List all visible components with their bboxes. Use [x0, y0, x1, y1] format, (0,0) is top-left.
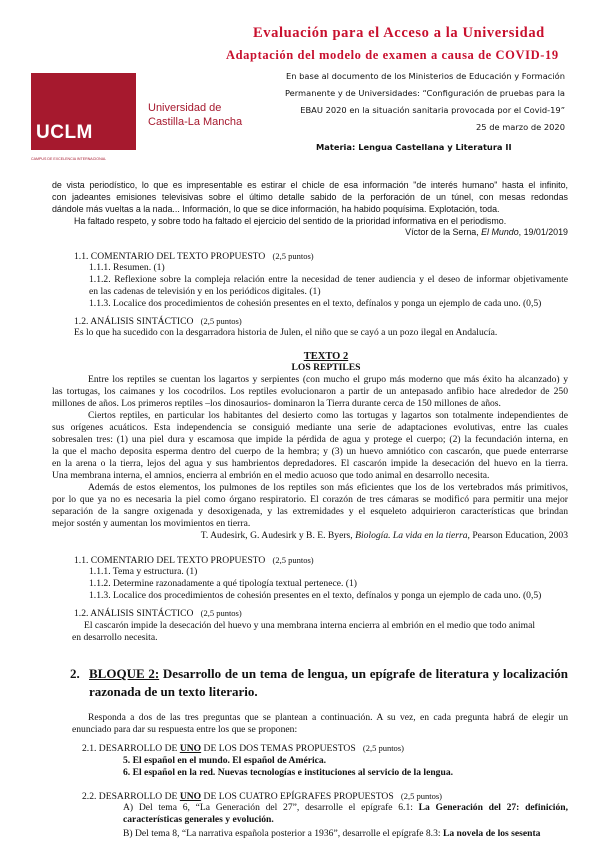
subquestion: 1.1.3. Localice dos procedimientos de cohesión presentes en el texto, defínalos y ponga un ejemplo de cada uno. (0,5) — [89, 298, 542, 309]
q-uno: UNO — [179, 743, 202, 754]
q-pre: 2.1. DESARROLLO DE — [82, 743, 180, 754]
text-line: Ha faltado respeto, y sobre todo ha faltado el ejercicio del sentido de la prioridad informativa en el periodismo. — [74, 216, 507, 226]
subject: Materia: Lengua Castellana y Literatura II — [316, 142, 512, 152]
text-line: en la arena o la tierra, lejos del agua y sus hambrientos depredadores. El cascarón impide la desecación del huevo en la tierra. — [52, 458, 568, 469]
option-epigraph: La novela de los sesenta — [442, 828, 541, 839]
basis-line: EBAU 2020 en la situación sanitaria provocada por el Covid-19” — [300, 105, 565, 115]
text-line: las tortugas, los caimanes y los cocodrilos. Los reptiles evolucionaron a partir de un antepasado anfibio hace alrededor de 250 — [52, 386, 568, 397]
syntax-sentence: El cascarón impide la desecación del huevo y una membrana interna encierra al embrión en el medio que todo animal — [84, 620, 535, 631]
text-line: de vista periodístico, lo que es impresentable es estirar el chicle de esa información "de interés humano" hasta el infinito, — [52, 180, 568, 190]
text-line: sobresalen tres: (1) una piel dura y escamosa que impide la pérdida de agua y protege el cuerpo; (2) la fecundación interna, en — [52, 434, 568, 445]
text-line: millones de años. Los primeros reptiles –los dinosaurios- dominaron la Tierra durante cerca de 150 millones de años. — [52, 398, 501, 409]
question-label: 1.1. COMENTARIO DEL TEXTO PROPUESTO — [74, 251, 266, 262]
text-line: por lo que ya no es necesaria la piel como órgano respiratorio. El corazón de tres cámaras se modificó para permitir una mejor — [52, 494, 568, 505]
topic-item: 5. El español en el mundo. El español de América. — [123, 755, 327, 766]
text2-heading: TEXTO 2 — [303, 351, 349, 362]
subquestion: 1.1.1. Tema y estructura. (1) — [89, 566, 198, 577]
university-name-1: Universidad de — [148, 102, 222, 114]
question-points: (2,5 puntos) — [400, 791, 442, 801]
text-line: la que el macho deposita esperma dentro del cuerpo de la hembra; y (3) un huevo amniótico con cascarón, que puede enterrarse — [52, 446, 568, 457]
subquestion: 1.1.2. Determine razonadamente a qué tipología textual pertenece. (1) — [89, 578, 357, 589]
block2-intro: enunciado para dar su respuesta entre los que se proponen: — [72, 724, 298, 735]
syntax-sentence: en desarrollo necesita. — [72, 632, 158, 643]
question-points: (2,5 puntos) — [362, 743, 404, 753]
text-line: Ciertos reptiles, en particular los habitantes del desierto como las tortugas y lagartos son totalmente independientes de — [88, 410, 568, 421]
q-post: DE LOS DOS TEMAS PROPUESTOS — [201, 743, 356, 754]
block2-label: BLOQUE 2: — [89, 666, 160, 681]
text2-title: LOS REPTILES — [291, 362, 361, 373]
q-pre: 2.2. DESARROLLO DE — [82, 791, 180, 802]
question-label: 1.1. COMENTARIO DEL TEXTO PROPUESTO — [74, 555, 266, 566]
question-2-1 — [82, 742, 404, 755]
logo-tagline: CAMPUS DE EXCELENCIA INTERNACIONAL — [31, 157, 107, 161]
text-line: dándole más vueltas a la nada... Información, lo que se dice información, ha habido poquísima. Explotación, toda. — [52, 204, 500, 214]
text-line: sus orígenes acuáticos. Esta independencia se consiguió mediante una serie de adaptaciones evolutivas, entre las cuales — [52, 422, 568, 433]
source-publisher: , Pearson Education, 2003 — [467, 530, 568, 541]
question-points: (2,5 puntos) — [200, 316, 242, 326]
topic-item: 6. El español en la red. Nuevas tecnologías e instituciones al servicio de la lengua. — [123, 767, 454, 778]
q-uno: UNO — [179, 791, 202, 802]
source-work: El Mundo — [481, 227, 519, 237]
question-label: 1.2. ANÁLISIS SINTÁCTICO — [74, 608, 194, 619]
question-label: 1.2. ANÁLISIS SINTÁCTICO — [74, 316, 194, 327]
question-points: (2,5 puntos) — [272, 251, 314, 261]
question-points: (2,5 puntos) — [200, 608, 242, 618]
q-post: DE LOS CUATRO EPÍGRAFES PROPUESTOS — [201, 791, 394, 802]
block2-intro: Responda a dos de las tres preguntas que se plantean a continuación. A su vez, en cada pregunta habrá de elegir un — [88, 712, 568, 723]
uclm-logo-mark: UCLM — [36, 122, 93, 143]
text-line: Además de estos elementos, los pulmones de los reptiles son más eficientes que los de los vertebrados más primitivos, — [88, 482, 568, 493]
text-line: Entre los reptiles se cuentan los lagartos y serpientes (con mucho el grupo más moderno que más éxito ha alcanzado) y — [88, 374, 568, 385]
option-a — [123, 802, 568, 814]
subquestion: 1.1.1. Resumen. (1) — [89, 262, 165, 273]
source-author: T. Audesirk, G. Audesirk y B. E. Byers, — [200, 530, 356, 541]
text-line: Una membrana interna, el amnios, encierra al embrión en el medio acuoso que todo animal en desarrollo necesita. — [52, 470, 490, 481]
option-text: B) Del tema 8, “La narrativa española posterior a 1936”, desarrolle el epígrafe 8.3: — [123, 828, 443, 839]
subquestion: 1.1.2. Reflexione sobre la compleja relación entre la necesidad de tener audiencia y el deseo de informar objetivamente — [89, 274, 568, 285]
block2-title-line1 — [89, 666, 568, 681]
text2-source — [201, 530, 568, 542]
option-a-cont: características generales y evolución. — [123, 814, 274, 825]
option-epigraph: La Generación del 27: definición, — [418, 802, 568, 813]
exam-subtitle: Adaptación del modelo de examen a causa de COVID-19 — [226, 48, 559, 62]
text-line: separación de la sangre oxigenada y desoxigenada, y las extremidades y el esqueleto adquirieron características que brindan — [52, 506, 568, 517]
text-line: con jadeantes emisiones televisivas sobre el último detalle sabido de la perforación de un túnel, con mesas redondas — [52, 192, 568, 202]
text1-source — [405, 226, 568, 238]
source-work: Biología. La vida en la tierra — [355, 530, 468, 541]
source-author: Víctor de la Serna, — [405, 227, 482, 237]
university-name-2: Castilla-La Mancha — [148, 116, 243, 128]
basis-date: 25 de marzo de 2020 — [476, 122, 565, 132]
question-1-2 — [74, 607, 242, 620]
subquestion: 1.1.3. Localice dos procedimientos de cohesión presentes en el texto, defínalos y ponga un ejemplo de cada uno. (0,5) — [89, 590, 542, 601]
question-points: (2,5 puntos) — [272, 555, 314, 565]
option-b — [123, 828, 540, 840]
block2-title: Desarrollo de un tema de lengua, un epígrafe de literatura y localización — [159, 666, 568, 681]
basis-line: En base al documento de los Ministerios de Educación y Formación — [286, 71, 565, 81]
block2-number: 2. — [70, 666, 80, 681]
exam-title: Evaluación para el Acceso a la Universidad — [253, 25, 545, 41]
option-text: A) Del tema 6, “La Generación del 27”, desarrolle el epígrafe 6.1: — [123, 802, 419, 813]
source-date: , 19/01/2019 — [518, 227, 568, 237]
subquestion: en las cadenas de televisión y en los periódicos digitales. (1) — [89, 286, 321, 297]
block2-title-line2: razonada de un texto literario. — [89, 684, 258, 699]
text-line: mejor sostén y aumentan los movimientos en tierra. — [52, 518, 251, 529]
basis-line: Permanente y de Universidades: “Configuración de pruebas para la — [284, 88, 565, 98]
syntax-sentence: Es lo que ha sucedido con la desgarradora historia de Julen, el niño que se cayó a un pozo ilegal en Andalucía. — [74, 327, 498, 338]
